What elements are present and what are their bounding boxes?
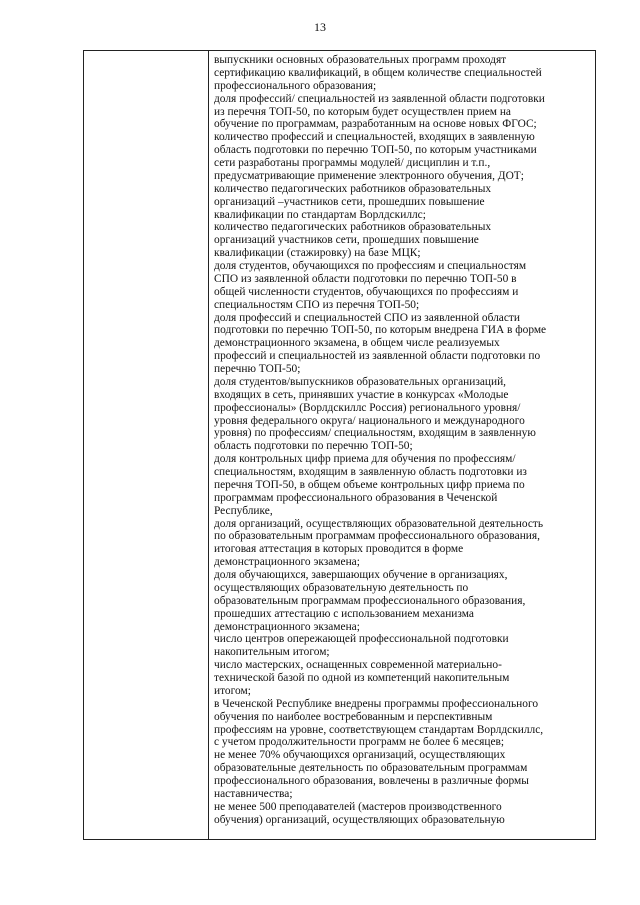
text-line: перечня ТОП-50, в общем объеме контрольных цифр приема по bbox=[214, 478, 525, 491]
text-line: обучения) организаций, осуществляющих образовательную bbox=[214, 813, 505, 826]
text-line: доля профессий и специальностей СПО из заявленной области bbox=[214, 311, 520, 324]
text-line: общей численности студентов, обучающихся по профессиям и bbox=[214, 285, 519, 298]
text-line: итоговая аттестация в которых проводится в форме bbox=[214, 543, 464, 556]
text-line: с учетом продолжительности программ не более 6 месяцев; bbox=[214, 736, 505, 749]
text-line: в Чеченской Республике внедрены программы профессионального bbox=[214, 697, 539, 710]
text-line: доля организаций, осуществляющих образовательной деятельность bbox=[214, 517, 544, 530]
text-line: сети разработаны программы модулей/ дисциплин и т.п., bbox=[214, 157, 491, 169]
text-line: образовательным программам профессионального образования, bbox=[214, 594, 526, 607]
text-line: образовательные деятельность по образовательным программам bbox=[214, 762, 528, 775]
text-line: входящих в сеть, принявших участие в конкурсах «Молодые bbox=[214, 388, 509, 401]
text-line: профессий и специальностей из заявленной области подготовки по bbox=[214, 350, 541, 363]
text-line: область подготовки по перечню ТОП-50; bbox=[214, 440, 413, 453]
text-line: наставничества; bbox=[214, 787, 293, 800]
text-line: демонстрационного экзамена; bbox=[214, 556, 360, 569]
text-line: число центров опережающей профессиональной подготовки bbox=[214, 633, 509, 646]
text-line: количество педагогических работников образовательных bbox=[214, 221, 492, 234]
text-line: специальностям СПО из перечня ТОП-50; bbox=[214, 298, 420, 311]
text-line: профессиям на уровне, соответствующем стандартам Ворлдскиллс, bbox=[214, 723, 544, 736]
table-right-column bbox=[209, 51, 595, 839]
text-line: организаций –участников сети, прошедших повышение bbox=[214, 195, 485, 208]
text-line: итогом; bbox=[214, 684, 251, 697]
text-line: доля обучающихся, завершающих обучение в организациях, bbox=[214, 569, 508, 581]
text-line: количество педагогических работников образовательных bbox=[214, 182, 492, 195]
page-number: 13 bbox=[314, 20, 326, 34]
text-line: количество профессий и специальностей, входящих в заявленную bbox=[214, 131, 535, 144]
text-line: уровня) по профессиям/ специальностям, входящим в заявленную bbox=[214, 427, 536, 440]
text-line: уровня федерального округа/ национального и международного bbox=[214, 414, 525, 427]
text-line: демонстрационного экзамена, в общем числе реализуемых bbox=[214, 337, 500, 350]
text-line: доля студентов/выпускников образовательных организаций, bbox=[214, 375, 507, 388]
text-line: доля профессий/ специальностей из заявленной области подготовки bbox=[214, 92, 545, 105]
text-line: обучение по программам, разработанным на основе новых ФГОС; bbox=[214, 118, 537, 131]
text-line: сертификацию квалификаций, в общем количестве специальностей bbox=[214, 66, 542, 79]
text-line: демонстрационного экзамена; bbox=[214, 620, 360, 633]
text-line: Республике, bbox=[214, 504, 273, 517]
text-line: осуществляющих образовательную деятельность по bbox=[214, 581, 469, 594]
text-line: не менее 70% обучающихся организаций, осуществляющих bbox=[214, 749, 506, 762]
text-line: квалификации (стажировку) на базе МЦК; bbox=[214, 247, 421, 260]
text-line: из перечня ТОП-50, по которым будет осуществлен прием на bbox=[214, 105, 511, 118]
text-line: доля контрольных цифр приема для обучения по профессиям/ bbox=[214, 453, 516, 466]
text-line: доля студентов, обучающихся по профессиям и специальностям bbox=[214, 260, 527, 272]
text-line: профессионального образования; bbox=[214, 79, 377, 92]
text-line: предусматривающие применение электронного обучения, ДОТ; bbox=[214, 169, 524, 182]
text-line: технической базой по одной из компетенций накопительным bbox=[214, 672, 510, 684]
text-line: профессионалы» (Ворлдскиллс Россия) регионального уровня/ bbox=[214, 401, 521, 414]
text-line: по образовательным программам профессионального образования, bbox=[214, 530, 540, 543]
text-line: перечню ТОП-50; bbox=[214, 363, 301, 375]
indicators-table bbox=[83, 50, 596, 840]
text-line: организаций участников сети, прошедших повышение bbox=[214, 234, 479, 247]
text-line: число мастерских, оснащенных современной материально- bbox=[214, 659, 502, 672]
text-line: область подготовки по перечню ТОП-50, по которым участниками bbox=[214, 144, 537, 157]
table-left-column bbox=[84, 51, 209, 839]
text-line: выпускники основных образовательных программ проходят bbox=[214, 54, 507, 66]
text-line: обучения по наиболее востребованным и перспективным bbox=[214, 710, 493, 723]
text-line: накопительным итогом; bbox=[214, 646, 330, 659]
text-line: подготовки по перечню ТОП-50, по которым внедрена ГИА в форме bbox=[214, 324, 547, 337]
text-line: специальностям, входящим в заявленную область подготовки из bbox=[214, 466, 527, 478]
text-line: прошедших аттестацию с использованием механизма bbox=[214, 607, 474, 620]
text-line: не менее 500 преподавателей (мастеров производственного bbox=[214, 800, 502, 813]
text-line: программам профессионального образования в Чеченской bbox=[214, 491, 498, 504]
text-line: СПО из заявленной области подготовки по перечню ТОП-50 в bbox=[214, 272, 517, 285]
text-line: профессионального образования, вовлечены в различные формы bbox=[214, 775, 529, 787]
text-line: квалификации по стандартам Ворлдскиллс; bbox=[214, 208, 426, 221]
